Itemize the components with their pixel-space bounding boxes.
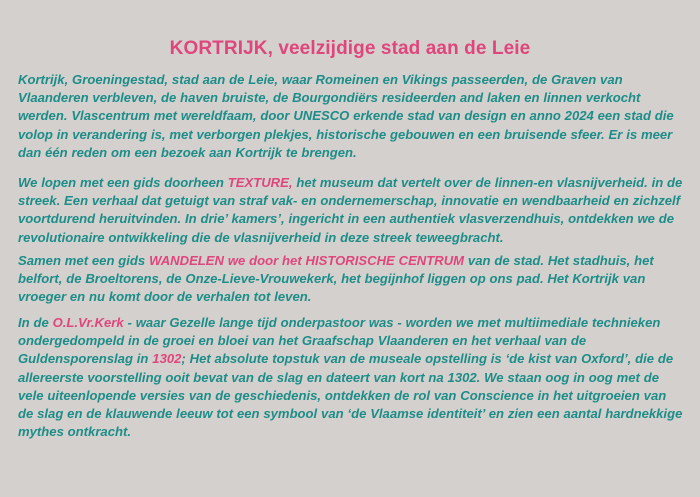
intro-paragraph (18, 71, 684, 162)
church-highlight-olvrkerk: O.L.Vr.Kerk (52, 315, 124, 330)
page-title: KORTRIJK, veelzijdige stad aan de Leie (169, 38, 531, 59)
texture-paragraph (18, 174, 684, 247)
walk-text-before: Samen met een gids (18, 253, 150, 268)
walk-text-after: van de stad. Het stadhuis, het belfort, de Broeltorens, de Onze-Lieve-Vrouwekerk, het begijnhof liggen op ons pad. Het Kortrijk van vroeger en nu komt door de verhalen tot leven. (18, 253, 654, 305)
church-text-after: ; Het absolute topstuk van de museale opstelling is ‘de kist van Oxford’, die de allereerste voorstelling ooit bevat van de slag en dateert van kort na 1302. We staan oog in oog met de vele uiteenlopende versies van de geschiedenis, ontdekken de rol van Conscience in het uitgroeien van de slag en de klauwende leeuw tot een symbool van ‘de Vlaamse identiteit’ en zien een aantal hardnekkige mythes ontkracht. (18, 351, 683, 440)
texture-highlight: TEXTURE, (227, 175, 293, 190)
texture-text-after: het museum dat vertelt over de linnen-en vlasnijverheid. in de streek. Een verhaal dat getuigt van straf vak- en ondernemerschap, innovatie en wendbaarheid en zichzelf voortdurend heruitvinden. In drie’ kamers’, ingericht in een authentiek vlasverzendhuis, ontdekken we de revolutionaire ontwikkeling die de vlasnijverheid in deze streek teweegbracht. (18, 175, 683, 245)
church-paragraph (18, 314, 684, 441)
intro-text: Kortrijk, Groeningestad, stad aan de Leie, waar Romeinen en Vikings passeerden, de Graven van Vlaanderen verbleven, de haven bruiste, de Bourgondiërs resideerden and laken en linnen verkocht werden. Vlascentrum met wereldfaam, door UNESCO erkende stad van design en anno 2024 een stad die volop in verandering is, met verborgen plekjes, historische gebouwen en een bruisende sfeer. Er is meer dan één reden om een bezoek aan Kortrijk te brengen. (18, 72, 674, 160)
walk-highlight: WANDELEN we door het HISTORISCHE CENTRUM (149, 253, 465, 268)
church-text-before: In de (18, 315, 53, 330)
church-highlight-1302: 1302 (152, 351, 182, 367)
church-text-middle: - waar Gezelle lange tijd onderpastoor was - worden we met multiimediale technieken ondergedompeld in de groei en bloei van het Graafschap Vlaanderen en het verhaal van de Guldensporenslag in (18, 315, 661, 367)
texture-text-before: We lopen met een gids doorheen (18, 175, 228, 190)
walk-paragraph (18, 252, 684, 307)
